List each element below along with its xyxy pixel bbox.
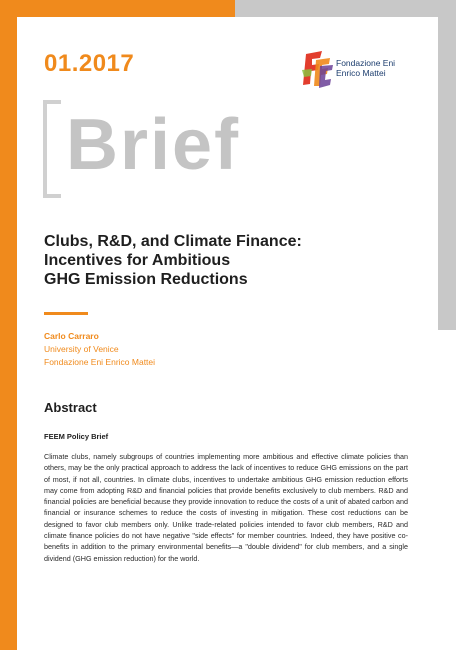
- policy-brief-label: FEEM Policy Brief: [44, 432, 109, 441]
- logo-text: [336, 58, 395, 78]
- abstract-heading: Abstract: [44, 400, 97, 415]
- orange-top-frame: [0, 0, 235, 17]
- orange-left-frame: [0, 0, 17, 650]
- grey-right-frame: [438, 0, 456, 330]
- issue-number: 01.2017: [44, 50, 135, 77]
- feem-logo: [300, 48, 440, 92]
- author-affiliation-2: Fondazione Eni Enrico Mattei: [44, 357, 156, 367]
- document-title: [44, 232, 424, 289]
- logo-line2: Enrico Mattei: [336, 68, 386, 78]
- logo-line1: Fondazione Eni: [336, 58, 396, 68]
- grey-top-frame: [235, 0, 456, 17]
- brief-heading: Brief: [66, 105, 241, 185]
- abstract-text: Climate clubs, namely subgroups of countries implementing more ambitious and effective climate policies than others, may be the only practical approach to address the lack of incentives to reduce GHG emissions on the part of most, if not all, countries. In climate clubs, incentives to undertake ambitious GHG emission reduction efforts may come from adopting R&D and financial policies that provide benefits exclusively to club members. R&D and financial policies are beneficial because they provide innovation to reduce the costs of a unit of abated carbon and financial or insurance schemes to reduce the costs of investing in mitigation. These cost reductions can be designed to favor club members only. Unlike trade-related policies intended to favor club members, R&D and climate finance policies do not have negative "side effects" for member countries. Indeed, they have positive co-benefits in addition to the primary environmental benefits—a "double dividend" for club members, and a single dividend (GHG emission reduction) for the world.: [44, 452, 408, 563]
- title-line3: GHG Emission Reductions: [44, 271, 248, 288]
- title-line1: Clubs, R&D, and Climate Finance:: [44, 233, 302, 250]
- author-affiliation-1: University of Venice: [44, 344, 119, 354]
- feem-logo-icon: [300, 48, 334, 92]
- title-divider: [44, 312, 88, 315]
- title-line2: Incentives for Ambitious: [44, 252, 231, 269]
- brief-bracket: [43, 100, 61, 198]
- author-block: [44, 330, 155, 369]
- author-name: Carlo Carraro: [44, 331, 99, 341]
